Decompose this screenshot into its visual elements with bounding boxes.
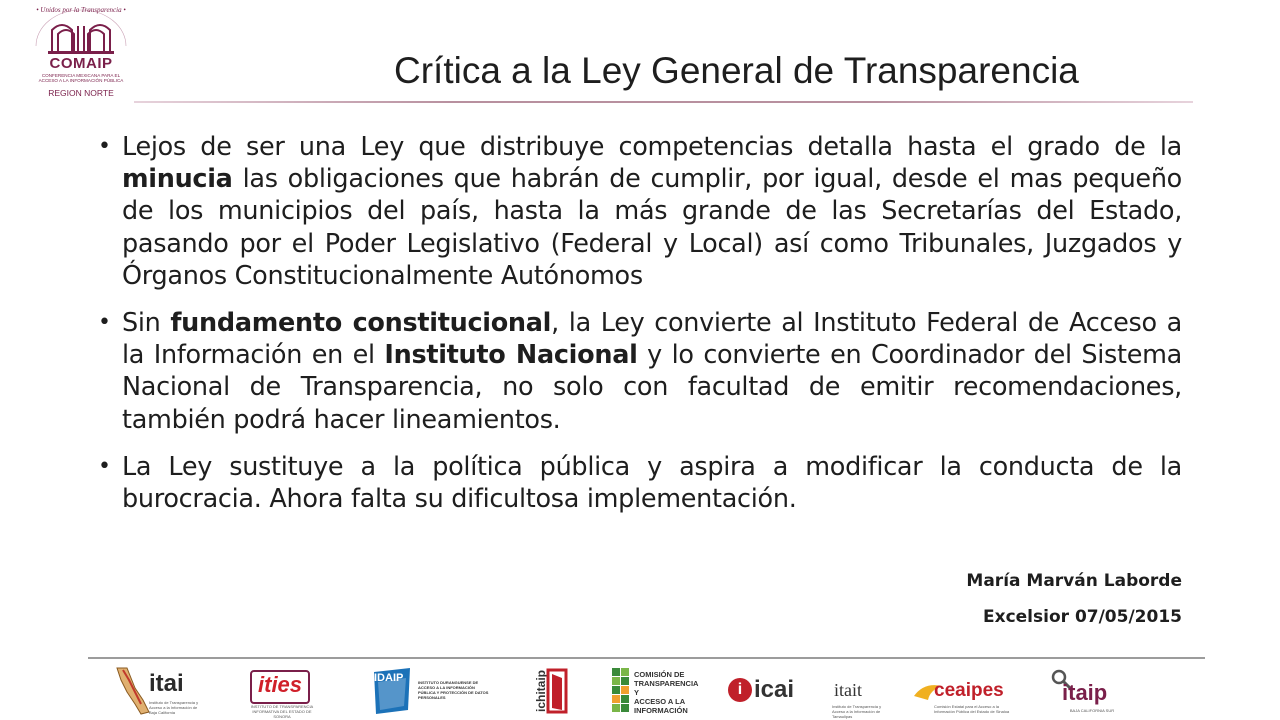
itaip-caption: BAJA CALIFORNIA SUR: [1069, 708, 1115, 713]
bullet-item: [98, 131, 1182, 292]
idaip-name: IDAIP: [374, 672, 404, 684]
cta-line: INFORMACIÓN: [634, 706, 688, 715]
ceaipes-name: ceaipes: [934, 680, 1004, 701]
cta-name: [634, 670, 702, 715]
bullet-text: las obligaciones que habrán de cumplir, por igual, desde el mas pequeño de los municipios del país, hasta la más grande de las Secretarías del Estado, pasando por el Poder Legislativo (Federal y Local) así como Tribunales, Juzgados y Órganos Constitucionalmente Autónomos: [122, 164, 1182, 291]
cta-line: ACCESO A LA: [634, 697, 686, 706]
ceaipes-caption: Comisión Estatal para el Acceso a la Información Pública del Estado de Sinaloa: [934, 704, 1010, 714]
logo-arc-text: • Unidos por la Transparencia •: [36, 6, 126, 14]
icai-name: icai: [754, 676, 795, 703]
bullet-emphasis: minucia: [122, 164, 233, 195]
cta-grid-icon: [612, 668, 630, 714]
bullet-emphasis: fundamento constitucional: [170, 308, 552, 339]
ities-caption: INSTITUTO DE TRANSPARENCIA INFORMATIVA DEL ESTADO DE SONORA: [250, 704, 314, 719]
bullet-emphasis: Instituto Nacional: [384, 340, 638, 371]
itaip-logo: [1050, 664, 1122, 718]
bullet-text: y lo convierte en Coordinador del Sistema Nacional de Transparencia, no solo con facultad de emitir recomendaciones, también podrá hacer lineamientos.: [122, 340, 1182, 435]
icai-logo: [726, 664, 802, 718]
page-title: Crítica a la Ley General de Transparencia: [394, 50, 1079, 91]
idaip-caption: INSTITUTO DURANGUENSE DE ACCESO A LA INFORMACIÓN PÚBLICA Y PROTECCIÓN DE DATOS PERSONALES: [418, 680, 489, 700]
ities-logo: [246, 664, 316, 718]
itait-caption: Instituto de Transparencia y Acceso a la Información de Tamaulipas: [832, 704, 882, 719]
cta-line: COMISIÓN DE: [634, 670, 685, 679]
door-icon: [546, 668, 570, 714]
cta-logo: [612, 664, 702, 718]
ichitaip-logo: [526, 664, 572, 718]
cta-line: TRANSPARENCIA Y: [634, 679, 699, 697]
region-label: REGION NORTE: [48, 88, 114, 98]
bullet-text: Sin: [122, 308, 171, 339]
bullet-text: , la Ley convierte al Instituto Federal de Acceso a la Información en el: [122, 308, 1182, 371]
itait-name: itait: [834, 680, 862, 700]
citation-author: María Marván Laborde: [966, 571, 1182, 591]
title-divider: [134, 101, 1193, 103]
bullet-item: [98, 451, 1182, 515]
itai-logo: [113, 664, 203, 718]
ceaipes-logo: [914, 664, 1012, 718]
bullet-text: La Ley sustituye a la política pública y aspira a modificar la conducta de la burocracia. Ahora falta su dificultosa implementación.: [122, 451, 1182, 515]
ities-name: ities: [258, 672, 303, 697]
footer-divider: [88, 657, 1205, 659]
itaip-name: itaip: [1062, 680, 1108, 705]
citation-source: Excelsior 07/05/2015: [983, 607, 1182, 627]
bullet-list: [98, 131, 1182, 530]
itait-logo: [830, 664, 890, 718]
ichitaip-name: ichitaip: [534, 669, 549, 713]
logo-name: COMAIP: [49, 55, 113, 72]
idaip-logo: [370, 664, 490, 718]
icai-i-icon: i: [728, 678, 752, 702]
bullet-text: Lejos de ser una Ley que distribuye competencias detalla hasta el grado de la: [122, 132, 1182, 162]
itai-caption: Instituto de Transparencia y Acceso a la Información de Baja California: [149, 700, 199, 715]
bullet-item: [98, 307, 1182, 436]
itai-name: itai: [149, 670, 184, 697]
baja-california-map-icon: [113, 666, 153, 716]
logo-subtitle: CONFERENCIA MEXICANA PARA EL ACCESO A LA INFORMACIÓN PÚBLICA: [38, 73, 124, 83]
